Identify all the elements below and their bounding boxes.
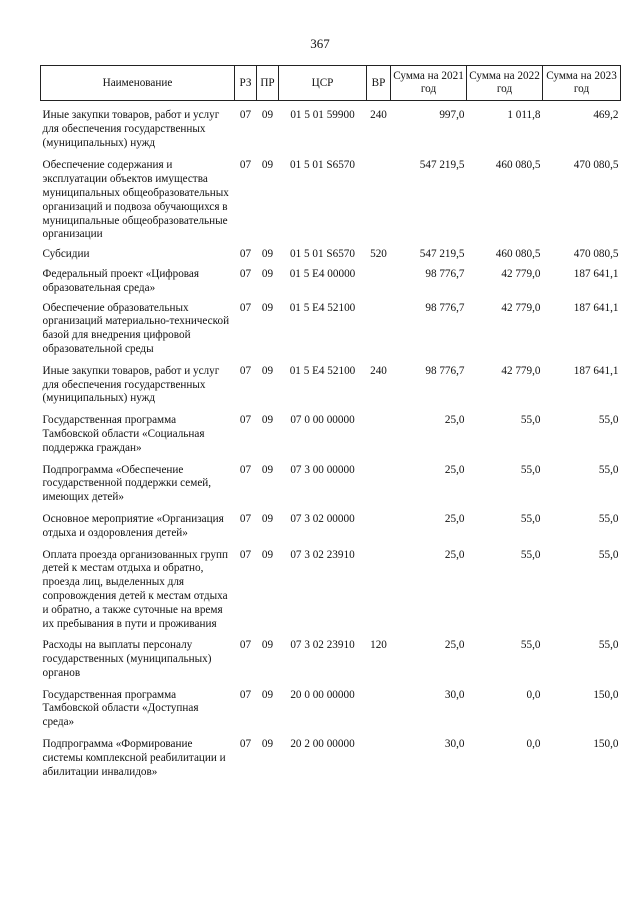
row-name: Субсидии — [42, 248, 90, 261]
row-vr — [367, 406, 391, 455]
header-pr: ПР — [257, 66, 279, 101]
row-rz: 07 — [239, 548, 252, 561]
row-pr: 09 — [261, 301, 274, 314]
row-sum-2022: 55,0 — [520, 548, 541, 561]
table-row — [41, 296, 621, 357]
row-vr: 240 — [370, 109, 387, 121]
row-sum-2022: 55,0 — [520, 463, 541, 476]
row-sum-2023: 55,0 — [598, 639, 619, 652]
row-pr: 09 — [261, 109, 274, 121]
row-csr: 07 3 02 23910 — [290, 639, 355, 652]
row-sum-2021: 98 776,7 — [425, 267, 465, 280]
row-name: Оплата проезда организованных групп детей к местам отдыха и обратно, проезда лиц, выделенных для сопровождения детей к местам отдыха и обратно, а также суточные на время их пребывания в пути и проживания — [42, 548, 228, 630]
row-sum-2022: 460 080,5 — [495, 248, 541, 261]
row-sum-2021: 25,0 — [444, 414, 465, 427]
row-sum-2021: 98 776,7 — [425, 364, 465, 377]
row-vr — [367, 456, 391, 505]
row-sum-2023: 55,0 — [598, 414, 619, 427]
row-vr: 240 — [370, 364, 387, 377]
row-sum-2023: 469,2 — [593, 109, 619, 121]
row-vr — [367, 730, 391, 779]
table-row — [41, 406, 621, 455]
row-pr: 09 — [261, 738, 274, 751]
row-csr: 07 3 02 00000 — [290, 512, 355, 525]
header-vr: ВР — [367, 66, 391, 101]
row-pr: 09 — [261, 159, 274, 172]
row-pr: 09 — [261, 267, 274, 280]
row-pr: 09 — [261, 414, 274, 427]
row-csr: 01 5 01 59900 — [290, 109, 355, 121]
row-name: Государственная программа Тамбовской области «Социальная поддержка граждан» — [42, 414, 205, 454]
row-csr: 20 2 00 00000 — [290, 738, 355, 751]
row-pr: 09 — [261, 512, 274, 525]
row-csr: 01 5 E4 00000 — [289, 267, 356, 280]
row-sum-2021: 30,0 — [444, 738, 465, 751]
row-vr: 120 — [370, 639, 387, 652]
row-vr — [367, 150, 391, 242]
row-sum-2022: 42 779,0 — [501, 301, 541, 314]
row-sum-2022: 42 779,0 — [501, 267, 541, 280]
row-sum-2023: 150,0 — [593, 688, 619, 701]
row-pr: 09 — [261, 248, 274, 261]
row-rz: 07 — [239, 639, 252, 652]
row-sum-2023: 187 641,1 — [573, 267, 619, 280]
row-name: Обеспечение образовательных организаций материально-технической базой для внедрения цифровой образовательной среды — [42, 301, 230, 355]
row-csr: 01 5 E4 52100 — [289, 364, 356, 377]
row-rz: 07 — [239, 109, 252, 121]
row-name: Подпрограмма «Обеспечение государственной поддержки семей, имеющих детей» — [42, 463, 212, 504]
row-sum-2023: 150,0 — [593, 738, 619, 751]
row-rz: 07 — [239, 688, 252, 701]
row-sum-2023: 470 080,5 — [573, 248, 619, 261]
row-sum-2023: 55,0 — [598, 463, 619, 476]
row-pr: 09 — [261, 548, 274, 561]
table-row — [41, 150, 621, 242]
row-csr: 01 5 01 S6570 — [290, 248, 355, 261]
row-pr: 09 — [261, 463, 274, 476]
row-rz: 07 — [239, 364, 252, 377]
table-row — [41, 505, 621, 541]
row-pr: 09 — [261, 364, 274, 377]
row-rz: 07 — [239, 512, 252, 525]
row-name: Иные закупки товаров, работ и услуг для обеспечения государственных (муниципальных) нужд — [42, 364, 220, 405]
row-vr — [367, 541, 391, 632]
row-sum-2023: 55,0 — [598, 512, 619, 525]
row-csr: 01 5 01 S6570 — [290, 159, 355, 172]
header-rz: РЗ — [235, 66, 257, 101]
row-sum-2022: 0,0 — [526, 688, 541, 701]
budget-table — [40, 65, 621, 779]
table-row — [41, 541, 621, 632]
row-name: Обеспечение содержания и эксплуатации объектов имущества муниципальных общеобразовательных организаций и подвоза обучающихся в муниципальные общеобразовательные организации — [42, 159, 229, 241]
header-sum-2023: Сумма на 2023 год — [543, 66, 621, 101]
row-name: Расходы на выплаты персоналу государственных (муниципальных) органов — [42, 639, 212, 679]
row-sum-2022: 460 080,5 — [495, 159, 541, 172]
row-rz: 07 — [239, 301, 252, 314]
row-sum-2021: 25,0 — [444, 639, 465, 652]
row-sum-2021: 25,0 — [444, 463, 465, 476]
row-rz: 07 — [239, 159, 252, 172]
row-vr: 520 — [370, 248, 387, 261]
row-name: Основное мероприятие «Организация отдыха и оздоровления детей» — [42, 512, 224, 539]
row-csr: 07 3 00 00000 — [290, 463, 355, 476]
header-sum-2022: Сумма на 2022 год — [467, 66, 543, 101]
row-csr: 20 0 00 00000 — [290, 688, 355, 701]
row-rz: 07 — [239, 463, 252, 476]
row-sum-2021: 30,0 — [444, 688, 465, 701]
table-row — [41, 730, 621, 779]
header-sum-2021: Сумма на 2021 год — [391, 66, 467, 101]
row-sum-2022: 0,0 — [526, 738, 541, 751]
row-sum-2022: 55,0 — [520, 639, 541, 652]
table-row — [41, 631, 621, 680]
row-vr — [367, 296, 391, 357]
row-sum-2022: 1 011,8 — [507, 109, 541, 121]
row-pr: 09 — [261, 688, 274, 701]
table-row — [41, 262, 621, 296]
row-csr: 07 3 02 23910 — [290, 548, 355, 561]
row-rz: 07 — [239, 414, 252, 427]
row-sum-2021: 98 776,7 — [425, 301, 465, 314]
row-name: Федеральный проект «Цифровая образовательная среда» — [42, 267, 200, 294]
header-csr: ЦСР — [279, 66, 367, 101]
row-sum-2021: 997,0 — [439, 109, 465, 121]
row-sum-2023: 470 080,5 — [573, 159, 619, 172]
row-name: Подпрограмма «Формирование системы комплексной реабилитации и абилитации инвалидов» — [42, 738, 226, 778]
row-name: Иные закупки товаров, работ и услуг для обеспечения государственных (муниципальных) нужд — [42, 109, 220, 149]
row-csr: 01 5 E4 52100 — [289, 301, 356, 314]
row-sum-2022: 55,0 — [520, 414, 541, 427]
row-sum-2021: 547 219,5 — [419, 248, 465, 261]
table-row — [41, 456, 621, 505]
table-row — [41, 101, 621, 151]
row-sum-2023: 55,0 — [598, 548, 619, 561]
row-vr — [367, 505, 391, 541]
header-name: Наименование — [41, 66, 235, 101]
page-number: 367 — [310, 36, 330, 51]
row-sum-2021: 25,0 — [444, 548, 465, 561]
table-header-row — [41, 66, 621, 101]
row-sum-2022: 55,0 — [520, 512, 541, 525]
table-body — [41, 101, 621, 780]
row-sum-2021: 25,0 — [444, 512, 465, 525]
row-rz: 07 — [239, 738, 252, 751]
row-rz: 07 — [239, 267, 252, 280]
row-sum-2023: 187 641,1 — [573, 364, 619, 377]
row-vr — [367, 262, 391, 296]
row-vr — [367, 681, 391, 730]
row-sum-2023: 187 641,1 — [573, 301, 619, 314]
row-rz: 07 — [239, 248, 252, 261]
row-name: Государственная программа Тамбовской области «Доступная среда» — [42, 688, 199, 729]
row-csr: 07 0 00 00000 — [290, 414, 355, 427]
row-sum-2022: 42 779,0 — [501, 364, 541, 377]
table-row — [41, 357, 621, 406]
row-pr: 09 — [261, 639, 274, 652]
table-row — [41, 681, 621, 730]
table-row — [41, 242, 621, 262]
row-sum-2021: 547 219,5 — [419, 159, 465, 172]
